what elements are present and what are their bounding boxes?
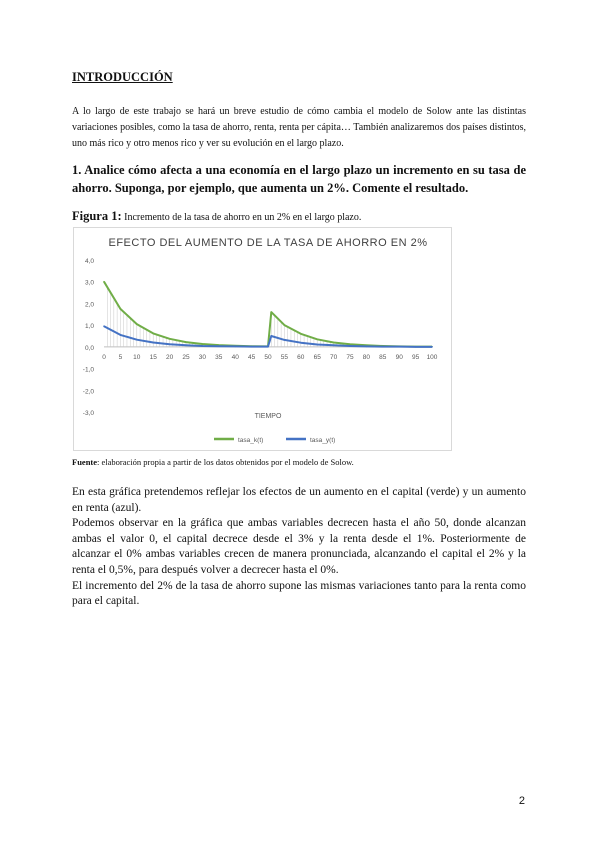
data-point [136,323,138,325]
data-point [234,346,236,348]
legend-label: tasa_k(t) [238,437,264,444]
y-tick-label: 0,0 [84,344,94,352]
figure-caption [72,209,361,224]
intro-paragraph: A lo largo de este trabajo se hará un breve estudio de cómo cambia el modelo de Solow ante las distintas variaciones posibles, como la tasa de ahorro, renta, renta per cápita… También analizaremos dos países distintos, uno más rico y otro menos rico y ver su evolución en el largo plazo. [72,106,526,149]
chart-title: EFECTO DEL AUMENTO DE LA TASA DE AHORRO EN 2% [108,237,428,249]
legend-label: tasa_y(t) [310,437,336,444]
chart-container [73,227,452,451]
data-point [349,345,351,347]
data-point [270,311,272,313]
data-point [284,324,286,326]
x-tick-label: 80 [362,353,371,361]
line-chart [74,228,451,450]
data-point [333,342,335,344]
body-paragraph: En esta gráfica pretendemos reflejar los efectos de un aumento en el capital (verde) y un aumento en renta (azul). [72,486,526,514]
data-point [251,346,253,348]
data-point [103,325,105,327]
x-tick-label: 5 [118,353,123,361]
data-point [267,346,269,348]
data-point [136,339,138,341]
y-tick-label: 1,0 [84,323,94,331]
section-heading: INTRODUCCIÓN [72,70,173,84]
data-point [366,346,368,348]
data-point [185,341,187,343]
question-heading: 1. Analice cómo afecta a una economía en el largo plazo un incremento en su tasa de ahorro. Suponga, por ejemplo, que aumenta un 2%. Comente el resultado. [72,163,526,195]
body-text [72,485,526,610]
x-tick-label: 75 [346,353,354,361]
data-point [316,344,318,346]
data-point [349,343,351,345]
data-point [218,345,220,347]
x-tick-label: 20 [165,353,174,361]
data-point [202,343,204,345]
data-point [120,308,122,310]
source-text: : elaboración propia a partir de los datos obtenidos por el modelo de Solow. [97,457,354,467]
x-tick-label: 45 [247,353,256,361]
x-tick-label: 30 [198,353,207,361]
data-point [382,346,384,348]
data-point [431,346,433,348]
x-tick-label: 10 [133,353,141,361]
data-point [398,346,400,348]
x-tick-label: 0 [102,353,106,361]
x-axis-title: TIEMPO [254,413,282,420]
y-tick-label: 4,0 [84,258,94,265]
body-paragraph: El incremento del 2% de la tasa de ahorro supone las mismas variaciones tanto para la renta como para el capital. [72,579,526,608]
data-point [284,339,286,341]
x-tick-label: 85 [379,353,387,361]
data-point [169,343,171,345]
x-tick-label: 95 [411,353,420,361]
x-tick-label: 100 [426,353,438,361]
figure-caption-text: Incremento de la tasa de ahorro en un 2% en el largo plazo. [124,212,362,223]
body-paragraph: Podemos observar en la gráfica que ambas variables decrecen hasta el año 50, donde alcanzan ambas el valor 0, el capital decrece desde el 3% y la renta desde el 1%. Posteriormente de alcanzar el 0% ambas variables crecen de manera pronunciada, alcanzando el capital el 2% y la renta el 0,5%, para después volver a decrecer hasta el 0%. [72,517,526,576]
figure-source [72,457,354,467]
data-point [185,345,187,347]
data-point [333,345,335,347]
x-tick-label: 35 [215,353,223,361]
x-tick-label: 50 [264,353,272,361]
data-point [316,338,318,340]
data-point [152,333,154,335]
y-tick-label: -1,0 [82,366,94,374]
x-tick-label: 90 [395,353,403,361]
figure-label: Figura 1: [72,209,122,223]
source-label: Fuente [72,457,98,467]
page-number: 2 [518,795,525,807]
data-point [169,338,171,340]
x-tick-label: 65 [313,353,321,361]
y-tick-label: -2,0 [82,388,94,396]
data-point [103,281,105,283]
data-point [300,342,302,344]
x-tick-label: 15 [149,353,157,361]
data-point [120,334,122,336]
data-point [300,333,302,335]
y-tick-label: 2,0 [84,301,94,309]
x-tick-label: 60 [297,353,305,361]
data-point [152,342,154,344]
x-tick-label: 25 [182,353,190,361]
data-point [270,335,272,337]
data-point [202,345,204,347]
x-tick-label: 70 [329,353,338,361]
x-tick-label: 40 [231,353,239,361]
x-tick-label: 55 [280,353,289,361]
data-point [415,346,417,348]
y-tick-label: 3,0 [84,279,94,287]
y-tick-label: -3,0 [82,410,94,417]
